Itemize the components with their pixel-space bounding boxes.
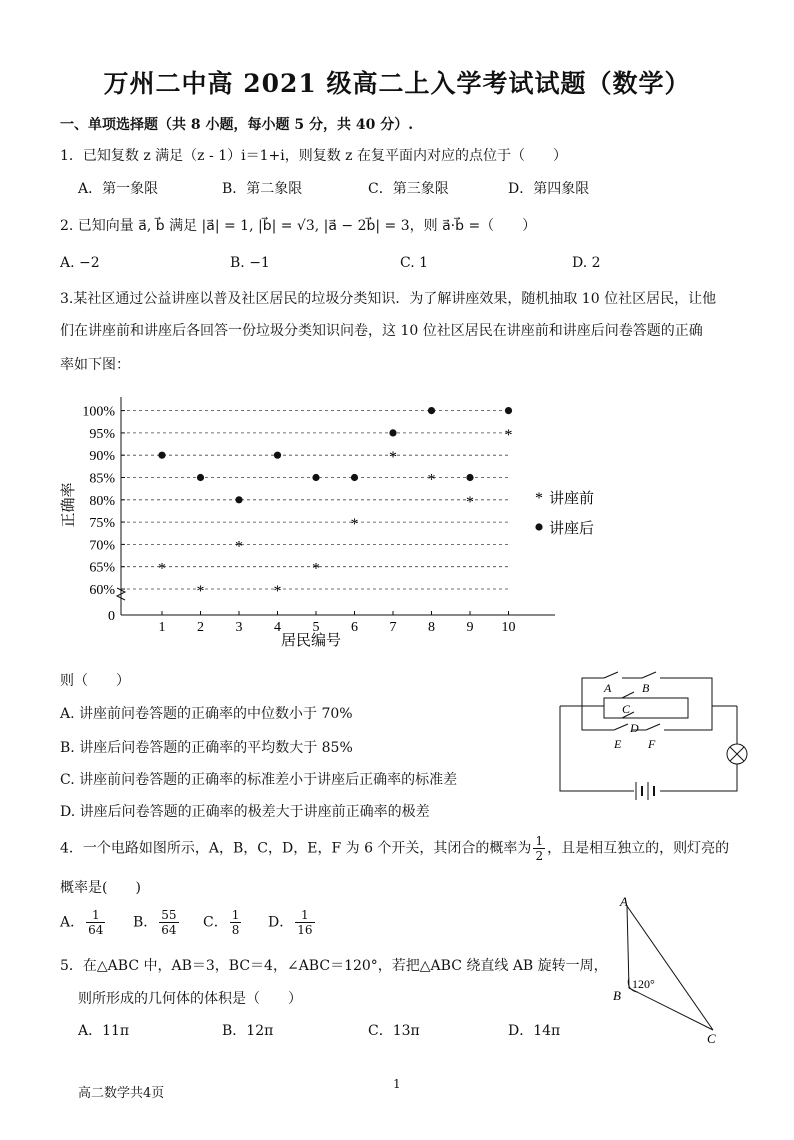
point-after-lecture: [158, 452, 165, 459]
q4-option-b-fraction: [159, 908, 178, 937]
y-tick-label: 85%: [89, 471, 115, 487]
q4-option-b-letter: B．: [133, 914, 158, 931]
y-tick-label: 90%: [89, 449, 115, 465]
footer-page-count: 高二数学共4页: [78, 1086, 165, 1101]
page-title: 万州二中高 2021 级高二上入学考试试题（数学）: [103, 69, 691, 98]
legend-before-marker: *: [535, 490, 543, 507]
q4-option-d-fraction: [295, 908, 314, 937]
point-after-lecture: [505, 407, 512, 414]
q2-option-b: B. −1: [230, 255, 270, 271]
fraction-denominator: 8: [231, 923, 240, 937]
q4-probability-fraction: [533, 834, 545, 863]
point-after-lecture: [389, 429, 396, 436]
point-before-lecture: *: [350, 516, 359, 534]
fraction-denominator: 16: [297, 923, 313, 937]
y-tick-label: 80%: [89, 493, 115, 509]
q1-option-c: C．第三象限: [368, 181, 449, 197]
fraction-denominator: 2: [535, 849, 544, 863]
x-tick-label: 9: [466, 620, 474, 635]
fraction-numerator: 1: [86, 908, 105, 923]
fraction-numerator: 1: [231, 908, 240, 922]
q5-option-c: C．13π: [368, 1023, 420, 1039]
chart-points: [158, 407, 513, 600]
circuit-diagram: [552, 666, 752, 806]
q4-option-b: [133, 908, 181, 937]
point-after-lecture: [197, 474, 204, 481]
triangle-abc: [627, 906, 713, 1030]
chart-y-ticks: [82, 405, 125, 624]
q3-option-c: C. 讲座前问卷答题的正确率的标准差小于讲座后正确率的标准差: [60, 772, 458, 788]
q4-option-a-fraction: [86, 908, 105, 937]
q4-stem-part-a: 4．一个电路如图所示，A，B，C，D，E，F 为 6 个开关，其闭合的概率为: [60, 840, 532, 857]
point-before-lecture: *: [466, 493, 474, 511]
x-tick-label: 2: [197, 620, 204, 635]
y-tick-label: 100%: [82, 404, 115, 420]
q2-option-c: C. 1: [400, 255, 429, 271]
q5-option-b: B．12π: [222, 1023, 274, 1039]
x-axis-label: 居民编号: [280, 633, 342, 649]
q1-option-a: A．第一象限: [78, 181, 159, 197]
triangle-figure: [605, 890, 735, 1050]
q4-option-d-letter: D．: [268, 914, 294, 931]
q1-option-b: B．第二象限: [222, 181, 303, 197]
q3-option-a: A. 讲座前问卷答题的正确率的中位数小于 70%: [60, 706, 353, 722]
switch-label-f: F: [648, 737, 656, 751]
y-tick-label: 0: [108, 609, 115, 624]
q4-stem-part-b: ，且是相互独立的，则灯亮的: [547, 840, 730, 857]
q4-option-d: [268, 908, 317, 937]
switch-label-a: A: [604, 681, 612, 695]
question-2-stem: 2. 已知向量 a⃗, b⃗ 满足 |a⃗| = 1, |b⃗| = √3, |a⃗ − 2b⃗| = 3，则 a⃗·b⃗ =（ ）: [60, 218, 537, 234]
question-3-then: 则（ ）: [60, 673, 130, 689]
q4-option-c-letter: C．: [203, 914, 228, 931]
fraction-numerator: 1: [535, 834, 544, 848]
q1-option-d: D．第四象限: [508, 181, 590, 197]
point-after-lecture: [274, 452, 281, 459]
x-tick-label: 1: [158, 620, 166, 635]
y-tick-label: 75%: [89, 516, 115, 532]
y-tick-label: 65%: [89, 560, 115, 576]
q4-option-a-letter: A．: [60, 914, 85, 931]
fraction-numerator: 1: [295, 908, 314, 923]
q4-option-c: [203, 908, 243, 937]
legend-before-label: 讲座前: [549, 491, 595, 507]
point-before-lecture: *: [273, 583, 282, 600]
angle-label: 120°: [632, 977, 655, 991]
q3-option-d: D. 讲座后问卷答题的正确率的极差大于讲座前正确率的极差: [60, 804, 430, 820]
lamp-icon: [727, 744, 747, 764]
point-before-lecture: *: [312, 560, 320, 578]
point-after-lecture: [428, 407, 435, 414]
vertex-label-b: B: [613, 988, 621, 1003]
section-heading: 一、单项选择题（共 8 小题，每小题 5 分，共 40 分）.: [60, 117, 414, 133]
point-after-lecture: [466, 474, 473, 481]
q4-option-c-fraction: [230, 908, 242, 937]
q5-option-d: D．14π: [508, 1023, 561, 1039]
vertex-label-a: A: [620, 894, 628, 909]
x-tick-label: 10: [501, 620, 516, 635]
x-tick-label: 3: [235, 620, 243, 635]
fraction-denominator: 64: [88, 923, 104, 937]
question-3-stem-line3: 率如下图：: [60, 357, 130, 373]
question-5-stem-line2: 则所形成的几何体的体积是（ ）: [78, 991, 302, 1007]
question-4-stem: [60, 834, 729, 863]
q2-option-a: A. −2: [60, 255, 100, 271]
q3-option-b: B. 讲座后问卷答题的正确率的平均数大于 85%: [60, 740, 353, 756]
question-3-stem-line2: 们在讲座前和讲座后各回答一份垃圾分类知识问卷，这 10 位社区居民在讲座前和讲座后问卷答题的正确: [60, 323, 703, 339]
switch-label-b: B: [642, 681, 650, 695]
q5-option-a: A．11π: [78, 1023, 130, 1039]
fraction-numerator: 55: [161, 908, 177, 922]
switch-label-e: E: [614, 737, 622, 751]
x-tick-label: 7: [389, 620, 397, 635]
x-tick-label: 4: [274, 620, 281, 635]
q4-option-a: [60, 908, 107, 937]
x-tick-label: 6: [351, 620, 358, 635]
switch-label-d: D: [630, 721, 639, 735]
y-tick-label: 70%: [89, 538, 115, 554]
switch-label-c: C: [622, 702, 631, 716]
question-5-stem-line1: 5．在△ABC 中，AB＝3，BC＝4，∠ABC＝120°，若把△ABC 绕直线 AB 旋转一周，: [60, 958, 608, 974]
y-axis-label: 正确率: [61, 482, 77, 528]
point-after-lecture: [351, 474, 358, 481]
point-before-lecture: *: [427, 471, 436, 489]
fraction-denominator: 64: [161, 923, 177, 937]
point-before-lecture: *: [158, 560, 166, 578]
legend-after-label: 讲座后: [549, 521, 595, 537]
question-1-stem: 1．已知复数 z 满足（z - 1）i＝1+i，则复数 z 在复平面内对应的点位于（ ）: [60, 148, 567, 164]
footer-page-number: 1: [393, 1077, 401, 1091]
vertex-label-c: C: [707, 1031, 716, 1046]
y-tick-label: 60%: [89, 583, 115, 598]
point-after-lecture: [312, 474, 319, 481]
point-before-lecture: *: [235, 538, 243, 556]
point-before-lecture: *: [389, 449, 397, 467]
accuracy-scatter-chart: [55, 385, 635, 655]
x-tick-label: 5: [312, 620, 320, 635]
q2-option-d: D. 2: [572, 255, 601, 271]
x-tick-label: 8: [428, 620, 435, 635]
question-4-stem-line2: 概率是( ): [60, 880, 141, 896]
y-tick-label: 95%: [89, 426, 115, 442]
point-before-lecture: *: [196, 583, 205, 600]
legend-after-marker: [535, 523, 542, 530]
point-before-lecture: *: [504, 426, 513, 444]
axis-break-icon: [117, 588, 125, 600]
question-3-stem-line1: 3.某社区通过公益讲座以普及社区居民的垃圾分类知识．为了解讲座效果，随机抽取 10 位社区居民，让他: [60, 291, 717, 307]
point-after-lecture: [235, 496, 242, 503]
